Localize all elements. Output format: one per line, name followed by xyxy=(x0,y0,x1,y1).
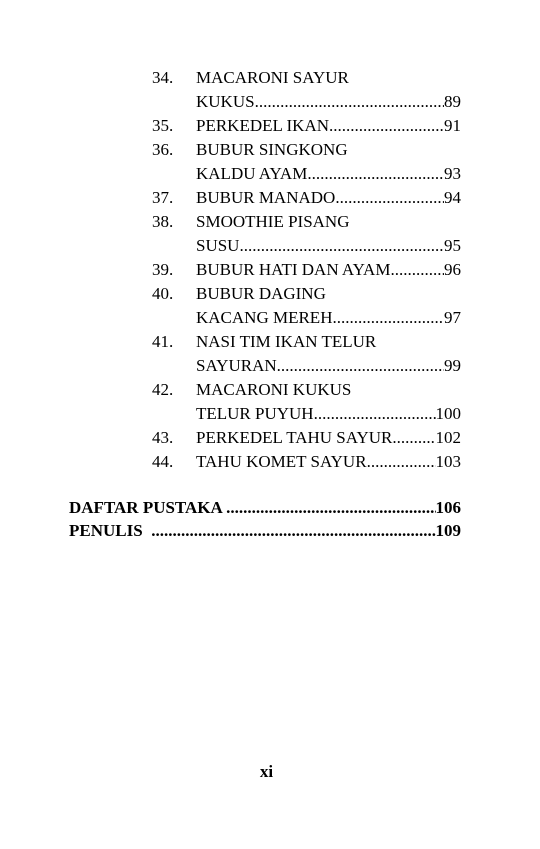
entry-body xyxy=(196,258,461,282)
dot-leader xyxy=(390,258,444,282)
dot-leader xyxy=(277,354,444,378)
entry-title-line: MACARONI SAYUR xyxy=(196,68,349,87)
toc-entry xyxy=(152,282,461,330)
dot-leader xyxy=(335,186,444,210)
entry-body xyxy=(196,66,461,114)
toc-entry xyxy=(152,330,461,378)
entry-body xyxy=(196,450,461,474)
entry-number: 34. xyxy=(152,68,174,87)
entry-title-final-line xyxy=(196,162,461,186)
dot-leader xyxy=(307,162,444,186)
entry-title-line: MACARONI KUKUS xyxy=(196,380,352,399)
toc-entry xyxy=(152,210,461,258)
entry-title-line: BUBUR DAGING xyxy=(196,284,326,303)
entry-title-line: BUBUR SINGKONG xyxy=(196,140,348,159)
entry-title: BUBUR HATI DAN AYAM xyxy=(196,260,391,279)
toc-entry xyxy=(152,138,461,186)
dot-leader xyxy=(314,402,436,426)
footer-page-number: xi xyxy=(259,762,274,781)
back-matter-title: DAFTAR PUSTAKA xyxy=(69,498,227,517)
entry-page-number: 99 xyxy=(444,356,461,375)
entry-number: 35. xyxy=(152,116,174,135)
entry-body xyxy=(196,138,461,186)
entry-page-number: 93 xyxy=(444,164,461,183)
entry-page-number: 102 xyxy=(435,428,461,447)
dot-leader xyxy=(151,519,435,542)
entry-title: KACANG MEREH xyxy=(196,308,333,327)
entry-title-final-line xyxy=(196,234,461,258)
entry-page-number: 91 xyxy=(444,116,461,135)
toc-entry xyxy=(152,378,461,426)
entry-body xyxy=(196,426,461,450)
entry-title-final-line xyxy=(196,186,461,210)
entry-number: 38. xyxy=(152,212,174,231)
back-matter-entry-daftar-pustaka xyxy=(69,496,461,519)
entry-title: SUSU xyxy=(196,236,240,255)
entry-title: TAHU KOMET SAYUR xyxy=(196,452,367,471)
dot-leader xyxy=(332,306,444,330)
entry-page-number: 97 xyxy=(444,308,461,327)
dot-leader xyxy=(392,426,435,450)
entry-title-final-line xyxy=(196,354,461,378)
entry-title-final-line xyxy=(196,450,461,474)
entry-title: PERKEDEL IKAN xyxy=(196,116,329,135)
entry-body xyxy=(196,114,461,138)
toc-entry xyxy=(152,186,461,210)
table-of-contents-list xyxy=(152,66,461,474)
entry-title: KALDU AYAM xyxy=(196,164,308,183)
entry-body xyxy=(196,210,461,258)
entry-page-number: 95 xyxy=(444,236,461,255)
back-matter-entry-penulis xyxy=(69,519,461,542)
entry-number: 36. xyxy=(152,140,174,159)
entry-title: SAYURAN xyxy=(196,356,277,375)
entry-title-line: SMOOTHIE PISANG xyxy=(196,212,350,231)
entry-title-final-line xyxy=(196,90,461,114)
entry-body xyxy=(196,282,461,330)
entry-number: 37. xyxy=(152,188,174,207)
entry-title-final-line xyxy=(196,426,461,450)
back-matter-list xyxy=(69,496,461,542)
back-matter-title: PENULIS xyxy=(69,521,152,540)
entry-title: KUKUS xyxy=(196,92,255,111)
entry-body xyxy=(196,330,461,378)
entry-page-number: 103 xyxy=(435,452,461,471)
entry-title-final-line xyxy=(196,306,461,330)
entry-body xyxy=(196,186,461,210)
toc-entry xyxy=(152,66,461,114)
entry-number: 42. xyxy=(152,380,174,399)
back-matter-page-number: 106 xyxy=(435,498,461,517)
entry-title-final-line xyxy=(196,258,461,282)
entry-page-number: 100 xyxy=(435,404,461,423)
entry-number: 40. xyxy=(152,284,174,303)
entry-title-final-line xyxy=(196,402,461,426)
dot-leader xyxy=(367,450,436,474)
entry-title: PERKEDEL TAHU SAYUR xyxy=(196,428,393,447)
entry-body xyxy=(196,378,461,426)
entry-page-number: 96 xyxy=(444,260,461,279)
entry-title-final-line xyxy=(196,114,461,138)
entry-number: 44. xyxy=(152,452,174,471)
entry-title: BUBUR MANADO xyxy=(196,188,336,207)
toc-entry xyxy=(152,114,461,138)
entry-number: 39. xyxy=(152,260,174,279)
dot-leader xyxy=(329,114,444,138)
entry-number: 43. xyxy=(152,428,174,447)
entry-title-line: NASI TIM IKAN TELUR xyxy=(196,332,377,351)
entry-page-number: 89 xyxy=(444,92,461,111)
dot-leader xyxy=(239,234,444,258)
entry-number: 41. xyxy=(152,332,174,351)
toc-entry xyxy=(152,426,461,450)
entry-page-number: 94 xyxy=(444,188,461,207)
dot-leader xyxy=(226,496,435,519)
toc-entry xyxy=(152,258,461,282)
back-matter-page-number: 109 xyxy=(435,521,461,540)
toc-entry xyxy=(152,450,461,474)
dot-leader xyxy=(255,90,444,114)
entry-title: TELUR PUYUH xyxy=(196,404,314,423)
